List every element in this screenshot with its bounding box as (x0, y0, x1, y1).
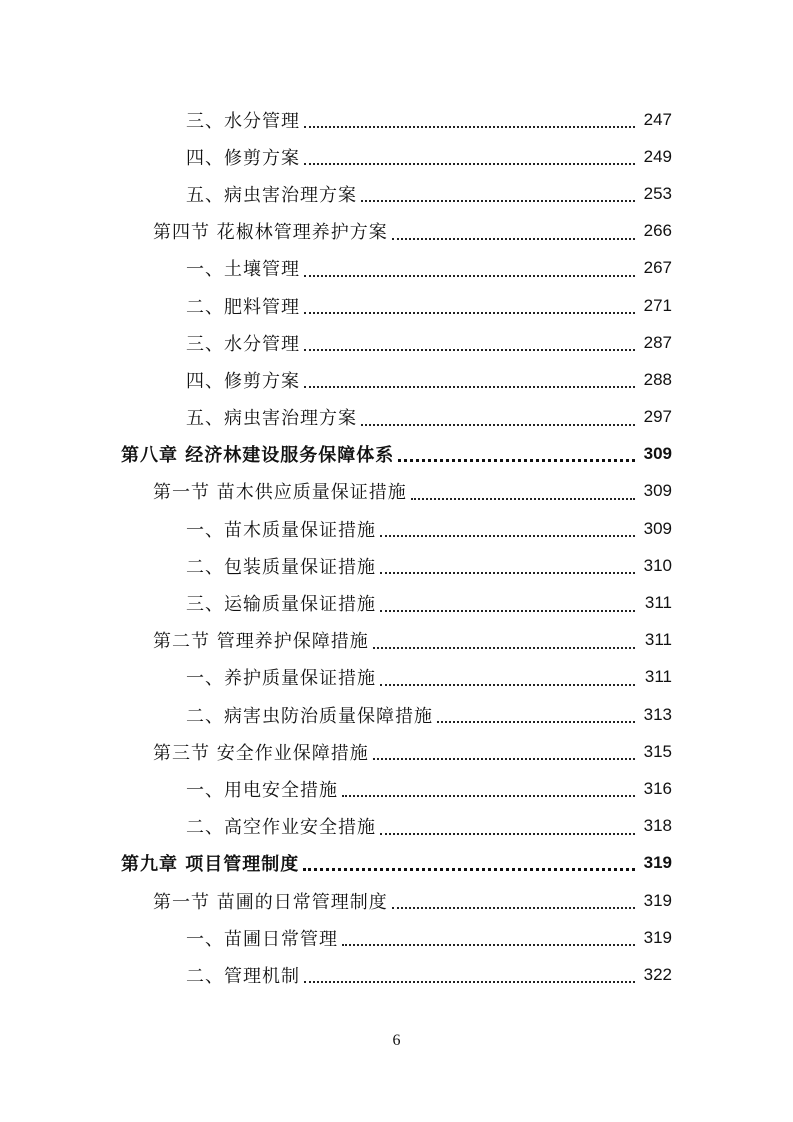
toc-entry[interactable] (0, 361, 793, 398)
toc-entry-title: 一、苗圃日常管理 (186, 928, 338, 950)
toc-leader-dots (303, 867, 635, 871)
toc-entry-page: 313 (643, 704, 672, 724)
toc-leader-dots (361, 199, 635, 202)
toc-leader-dots (398, 458, 635, 462)
table-of-contents (0, 101, 793, 994)
toc-leader-dots (380, 832, 635, 835)
toc-entry-page: 322 (643, 964, 672, 984)
toc-entry-title: 五、病虫害治理方案 (186, 184, 357, 206)
toc-entry-page: 311 (644, 630, 672, 650)
toc-section-entry[interactable] (0, 622, 793, 659)
toc-entry-page: 287 (643, 332, 672, 352)
toc-entry-title: 二、包装质量保证措施 (186, 556, 376, 578)
toc-entry[interactable] (0, 919, 793, 956)
toc-entry-page: 266 (643, 221, 672, 241)
toc-entry[interactable] (0, 510, 793, 547)
toc-entry[interactable] (0, 399, 793, 436)
toc-leader-dots (392, 906, 635, 909)
toc-entry-page: 253 (643, 183, 672, 203)
toc-entry-title: 三、水分管理 (186, 333, 300, 355)
toc-leader-dots (437, 720, 635, 723)
toc-entry-page: 309 (643, 518, 672, 538)
toc-leader-dots (373, 757, 635, 760)
toc-entry-title: 第一节 苗木供应质量保证措施 (153, 482, 407, 504)
toc-entry[interactable] (0, 138, 793, 175)
toc-leader-dots (304, 162, 635, 165)
toc-leader-dots (304, 274, 635, 277)
toc-section-entry[interactable] (0, 733, 793, 770)
toc-leader-dots (304, 125, 635, 128)
toc-chapter-entry[interactable] (0, 845, 793, 882)
toc-section-entry[interactable] (0, 213, 793, 250)
toc-entry-title: 一、养护质量保证措施 (186, 668, 376, 690)
page-number: 6 (392, 1032, 401, 1049)
toc-section-entry[interactable] (0, 473, 793, 510)
toc-entry-title: 第八章 经济林建设服务保障体系 (121, 445, 395, 467)
toc-entry-title: 第一节 苗圃的日常管理制度 (153, 891, 388, 913)
toc-entry-title: 二、管理机制 (186, 965, 300, 987)
toc-entry-title: 五、病虫害治理方案 (186, 408, 357, 430)
toc-entry-page: 319 (643, 890, 672, 910)
toc-entry-page: 309 (643, 444, 672, 464)
toc-entry-title: 二、肥料管理 (186, 296, 300, 318)
toc-entry-page: 297 (643, 407, 672, 427)
toc-leader-dots (411, 497, 635, 500)
toc-chapter-entry[interactable] (0, 436, 793, 473)
toc-entry-page: 249 (643, 146, 672, 166)
toc-entry-page: 319 (643, 853, 672, 873)
toc-leader-dots (304, 348, 635, 351)
toc-entry-page: 311 (644, 667, 672, 687)
toc-entry-title: 第四节 花椒林管理养护方案 (153, 222, 388, 244)
toc-entry[interactable] (0, 250, 793, 287)
toc-leader-dots (342, 794, 635, 797)
toc-entry-title: 四、修剪方案 (186, 147, 300, 169)
toc-entry-title: 三、运输质量保证措施 (186, 594, 376, 616)
toc-leader-dots (380, 683, 635, 686)
toc-entry-page: 310 (643, 555, 672, 575)
toc-entry-page: 267 (643, 258, 672, 278)
toc-entry[interactable] (0, 696, 793, 733)
toc-leader-dots (361, 423, 635, 426)
toc-entry[interactable] (0, 101, 793, 138)
toc-entry-page: 316 (643, 778, 672, 798)
toc-leader-dots (380, 534, 635, 537)
toc-section-entry[interactable] (0, 882, 793, 919)
toc-entry-title: 第九章 项目管理制度 (121, 854, 300, 876)
toc-leader-dots (373, 646, 635, 649)
toc-entry[interactable] (0, 808, 793, 845)
toc-entry-title: 第三节 安全作业保障措施 (153, 742, 369, 764)
toc-entry[interactable] (0, 324, 793, 361)
toc-entry-page: 288 (643, 369, 672, 389)
toc-entry-title: 二、病害虫防治质量保障措施 (186, 705, 433, 727)
toc-entry[interactable] (0, 659, 793, 696)
toc-entry[interactable] (0, 175, 793, 212)
toc-leader-dots (304, 311, 635, 314)
toc-leader-dots (380, 571, 635, 574)
toc-entry[interactable] (0, 584, 793, 621)
toc-entry[interactable] (0, 770, 793, 807)
toc-entry-page: 319 (643, 927, 672, 947)
toc-entry[interactable] (0, 287, 793, 324)
toc-entry-page: 311 (644, 593, 672, 613)
toc-entry-page: 247 (643, 109, 672, 129)
toc-entry-page: 309 (643, 481, 672, 501)
toc-entry-title: 一、用电安全措施 (186, 779, 338, 801)
toc-leader-dots (342, 943, 635, 946)
toc-leader-dots (380, 609, 635, 612)
toc-entry-page: 315 (643, 741, 672, 761)
toc-entry-page: 271 (643, 295, 672, 315)
toc-entry-title: 一、苗木质量保证措施 (186, 519, 376, 541)
toc-entry-title: 三、水分管理 (186, 110, 300, 132)
toc-entry-title: 四、修剪方案 (186, 370, 300, 392)
toc-leader-dots (392, 237, 635, 240)
toc-entry-title: 一、土壤管理 (186, 259, 300, 281)
toc-entry[interactable] (0, 956, 793, 993)
toc-leader-dots (304, 980, 635, 983)
toc-entry[interactable] (0, 547, 793, 584)
toc-leader-dots (304, 385, 635, 388)
toc-entry-title: 二、高空作业安全措施 (186, 817, 376, 839)
toc-entry-page: 318 (643, 816, 672, 836)
toc-entry-title: 第二节 管理养护保障措施 (153, 631, 369, 653)
